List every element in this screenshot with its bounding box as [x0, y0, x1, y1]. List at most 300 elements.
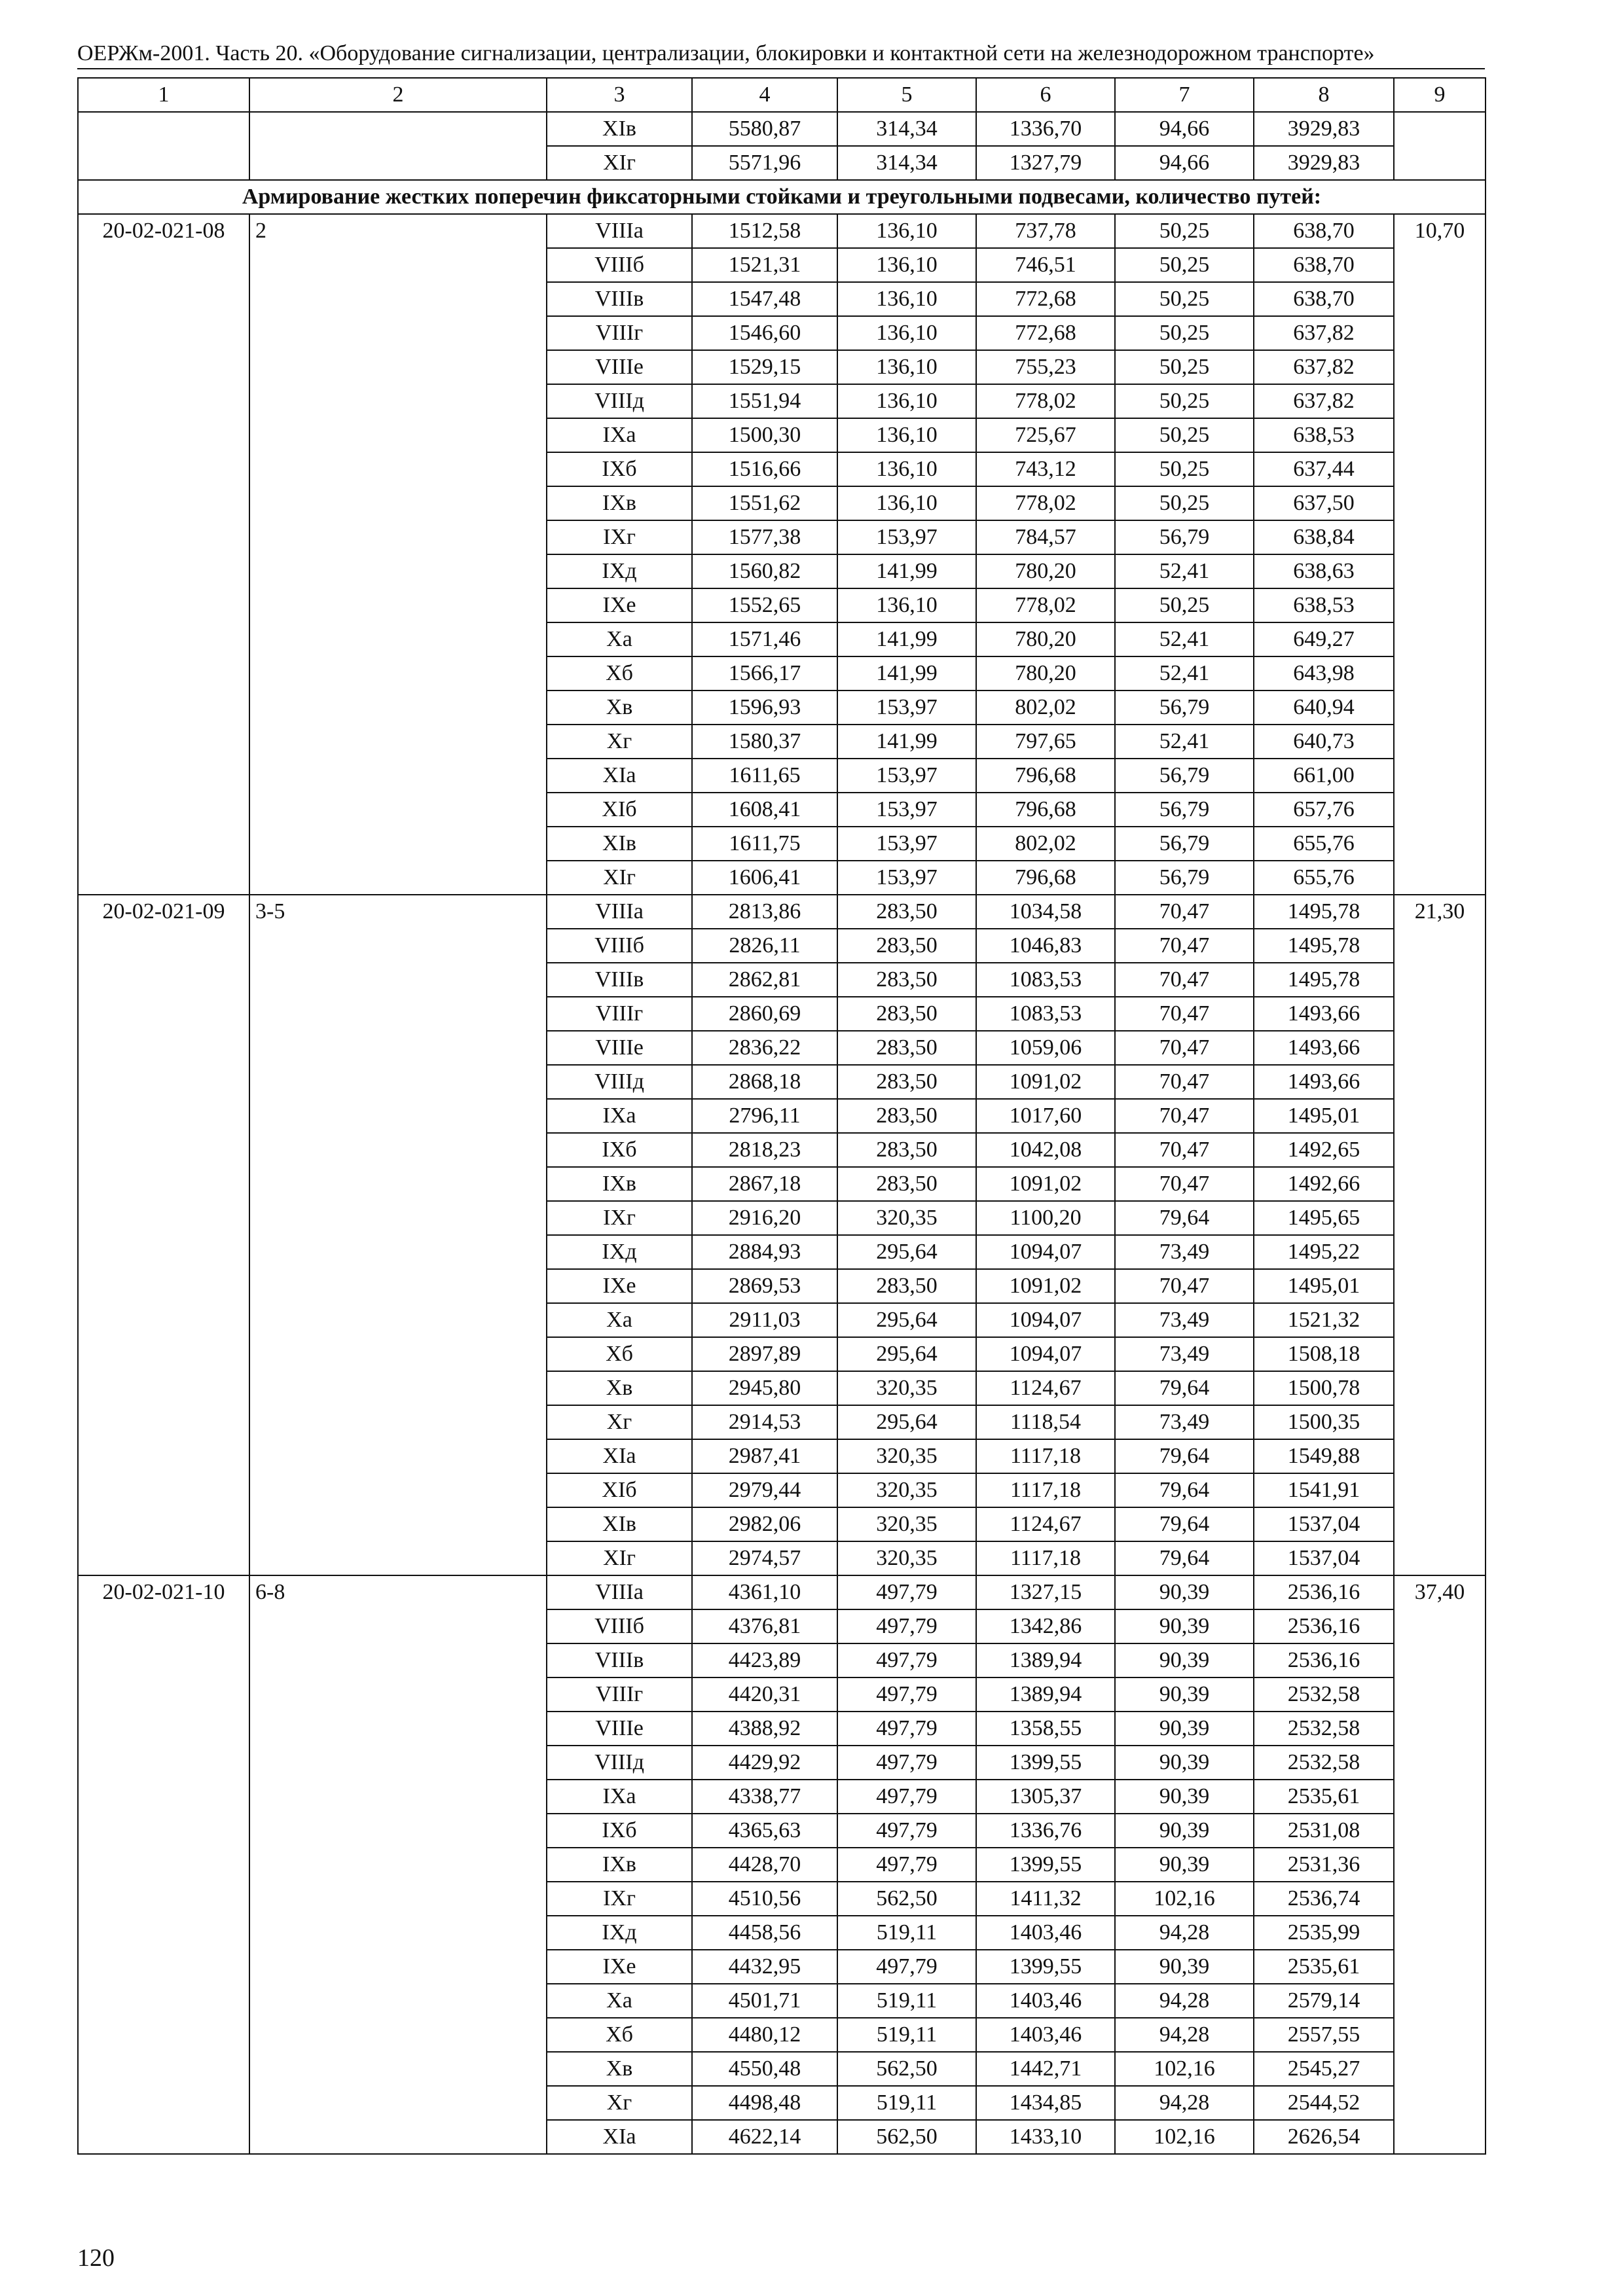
machines-cell: 1411,32 [976, 1882, 1115, 1916]
machinist-wages-cell: 79,64 [1115, 1439, 1254, 1473]
machinist-wages-cell: 90,39 [1115, 1643, 1254, 1677]
materials-cell: 1495,78 [1254, 895, 1394, 929]
materials-cell: 1495,78 [1254, 929, 1394, 963]
variant-cell: VIIIе [547, 350, 692, 384]
variant-cell: IXа [547, 1099, 692, 1133]
machines-cell: 743,12 [976, 452, 1115, 486]
total-cost-cell: 4432,95 [692, 1950, 837, 1984]
machines-cell: 1399,55 [976, 1746, 1115, 1780]
materials-cell: 1537,04 [1254, 1541, 1394, 1575]
machinist-wages-cell: 56,79 [1115, 861, 1254, 895]
machinist-wages-cell: 52,41 [1115, 656, 1254, 691]
machinist-wages-cell: 102,16 [1115, 1882, 1254, 1916]
wages-cell: 141,99 [837, 554, 976, 588]
machines-cell: 778,02 [976, 384, 1115, 418]
total-cost-cell: 1521,31 [692, 248, 837, 282]
rates-table-body [78, 78, 1486, 2154]
machines-cell: 778,02 [976, 588, 1115, 622]
total-cost-cell: 1611,65 [692, 759, 837, 793]
machines-cell: 1083,53 [976, 963, 1115, 997]
variant-cell: VIIIб [547, 929, 692, 963]
machinist-wages-cell: 50,25 [1115, 418, 1254, 452]
wages-cell: 153,97 [837, 861, 976, 895]
materials-cell: 1492,66 [1254, 1167, 1394, 1201]
materials-cell: 2536,16 [1254, 1609, 1394, 1643]
machinist-wages-cell: 52,41 [1115, 554, 1254, 588]
total-cost-cell: 2914,53 [692, 1405, 837, 1439]
materials-cell: 1493,66 [1254, 1031, 1394, 1065]
machines-cell: 780,20 [976, 656, 1115, 691]
total-cost-cell: 4501,71 [692, 1984, 837, 2018]
wages-cell: 519,11 [837, 2018, 976, 2052]
variant-cell: XIг [547, 146, 692, 180]
total-cost-cell: 4388,92 [692, 1712, 837, 1746]
materials-cell: 3929,83 [1254, 146, 1394, 180]
total-cost-cell: 4376,81 [692, 1609, 837, 1643]
wages-cell: 562,50 [837, 2052, 976, 2086]
machinist-wages-cell: 50,25 [1115, 452, 1254, 486]
wages-cell: 141,99 [837, 725, 976, 759]
machines-cell: 796,68 [976, 759, 1115, 793]
machinist-wages-cell: 102,16 [1115, 2120, 1254, 2154]
wages-cell: 497,79 [837, 1677, 976, 1712]
materials-cell: 2531,36 [1254, 1848, 1394, 1882]
column-number-cell: 8 [1254, 78, 1394, 112]
tracks-cell: 2 [249, 214, 547, 895]
wages-cell: 136,10 [837, 384, 976, 418]
machines-cell: 737,78 [976, 214, 1115, 248]
materials-cell: 655,76 [1254, 827, 1394, 861]
materials-cell: 1495,01 [1254, 1099, 1394, 1133]
machines-cell: 1091,02 [976, 1167, 1115, 1201]
machines-cell: 1305,37 [976, 1780, 1115, 1814]
column-number-cell: 7 [1115, 78, 1254, 112]
materials-cell: 638,84 [1254, 520, 1394, 554]
variant-cell: IXд [547, 554, 692, 588]
wages-cell: 497,79 [837, 1575, 976, 1609]
materials-cell: 637,82 [1254, 316, 1394, 350]
machinist-wages-cell: 90,39 [1115, 1746, 1254, 1780]
total-cost-cell: 2869,53 [692, 1269, 837, 1303]
machinist-wages-cell: 50,25 [1115, 316, 1254, 350]
wages-cell: 283,50 [837, 1031, 976, 1065]
total-cost-cell: 1580,37 [692, 725, 837, 759]
machinist-wages-cell: 79,64 [1115, 1507, 1254, 1541]
materials-cell: 1541,91 [1254, 1473, 1394, 1507]
variant-cell: IXе [547, 588, 692, 622]
table-row [78, 895, 1486, 929]
labor-cell: 21,30 [1394, 895, 1486, 1575]
variant-cell: VIIIа [547, 214, 692, 248]
code-cell: 20-02-021-10 [78, 1575, 249, 2154]
materials-cell: 649,27 [1254, 622, 1394, 656]
machines-cell: 1342,86 [976, 1609, 1115, 1643]
machines-cell: 1358,55 [976, 1712, 1115, 1746]
machinist-wages-cell: 50,25 [1115, 248, 1254, 282]
machines-cell: 1399,55 [976, 1848, 1115, 1882]
machines-cell: 1327,15 [976, 1575, 1115, 1609]
wages-cell: 283,50 [837, 895, 976, 929]
materials-cell: 2532,58 [1254, 1677, 1394, 1712]
wages-cell: 320,35 [837, 1201, 976, 1235]
wages-cell: 283,50 [837, 1167, 976, 1201]
wages-cell: 136,10 [837, 588, 976, 622]
variant-cell: IXб [547, 1133, 692, 1167]
wages-cell: 497,79 [837, 1950, 976, 1984]
variant-cell: VIIIд [547, 384, 692, 418]
machinist-wages-cell: 50,25 [1115, 214, 1254, 248]
variant-cell: XIа [547, 2120, 692, 2154]
total-cost-cell: 1606,41 [692, 861, 837, 895]
wages-cell: 497,79 [837, 1848, 976, 1882]
variant-cell: IXа [547, 1780, 692, 1814]
wages-cell: 519,11 [837, 2086, 976, 2120]
machines-cell: 1091,02 [976, 1269, 1115, 1303]
wages-cell: 283,50 [837, 1133, 976, 1167]
wages-cell: 136,10 [837, 452, 976, 486]
total-cost-cell: 4338,77 [692, 1780, 837, 1814]
table-row [78, 112, 1486, 146]
machines-cell: 780,20 [976, 622, 1115, 656]
total-cost-cell: 4550,48 [692, 2052, 837, 2086]
materials-cell: 2536,16 [1254, 1643, 1394, 1677]
total-cost-cell: 1546,60 [692, 316, 837, 350]
section-heading-row [78, 180, 1486, 214]
machinist-wages-cell: 90,39 [1115, 1609, 1254, 1643]
machines-cell: 796,68 [976, 793, 1115, 827]
total-cost-cell: 1547,48 [692, 282, 837, 316]
total-cost-cell: 1560,82 [692, 554, 837, 588]
materials-cell: 2536,16 [1254, 1575, 1394, 1609]
total-cost-cell: 1566,17 [692, 656, 837, 691]
machinist-wages-cell: 94,28 [1115, 1984, 1254, 2018]
machines-cell: 1094,07 [976, 1337, 1115, 1371]
wages-cell: 295,64 [837, 1337, 976, 1371]
total-cost-cell: 5580,87 [692, 112, 837, 146]
variant-cell: Xв [547, 1371, 692, 1405]
materials-cell: 1493,66 [1254, 997, 1394, 1031]
materials-cell: 643,98 [1254, 656, 1394, 691]
materials-cell: 2536,74 [1254, 1882, 1394, 1916]
variant-cell: Xв [547, 691, 692, 725]
total-cost-cell: 2818,23 [692, 1133, 837, 1167]
materials-cell: 657,76 [1254, 793, 1394, 827]
machinist-wages-cell: 70,47 [1115, 963, 1254, 997]
wages-cell: 519,11 [837, 1984, 976, 2018]
wages-cell: 136,10 [837, 418, 976, 452]
machines-cell: 755,23 [976, 350, 1115, 384]
machinist-wages-cell: 50,25 [1115, 282, 1254, 316]
variant-cell: Xг [547, 1405, 692, 1439]
machinist-wages-cell: 94,66 [1115, 112, 1254, 146]
total-cost-cell: 4365,63 [692, 1814, 837, 1848]
machines-cell: 1433,10 [976, 2120, 1115, 2154]
variant-cell: IXе [547, 1950, 692, 1984]
total-cost-cell: 2860,69 [692, 997, 837, 1031]
machines-cell: 1389,94 [976, 1677, 1115, 1712]
wages-cell: 320,35 [837, 1473, 976, 1507]
materials-cell: 2579,14 [1254, 1984, 1394, 2018]
machines-cell: 1034,58 [976, 895, 1115, 929]
variant-cell: VIIIг [547, 997, 692, 1031]
wages-cell: 295,64 [837, 1235, 976, 1269]
variant-cell: XIб [547, 793, 692, 827]
variant-cell: VIIIа [547, 1575, 692, 1609]
wages-cell: 497,79 [837, 1643, 976, 1677]
wages-cell: 283,50 [837, 963, 976, 997]
wages-cell: 283,50 [837, 1065, 976, 1099]
variant-cell: IXб [547, 1814, 692, 1848]
code-cell [78, 112, 249, 180]
materials-cell: 1537,04 [1254, 1507, 1394, 1541]
variant-cell: Xв [547, 2052, 692, 2086]
total-cost-cell: 4622,14 [692, 2120, 837, 2154]
machinist-wages-cell: 90,39 [1115, 1575, 1254, 1609]
variant-cell: VIIIг [547, 1677, 692, 1712]
materials-cell: 661,00 [1254, 759, 1394, 793]
column-number-row [78, 78, 1486, 112]
machinist-wages-cell: 90,39 [1115, 1950, 1254, 1984]
variant-cell: Xа [547, 622, 692, 656]
machinist-wages-cell: 90,39 [1115, 1677, 1254, 1712]
machines-cell: 1403,46 [976, 1916, 1115, 1950]
variant-cell: XIв [547, 112, 692, 146]
machinist-wages-cell: 56,79 [1115, 759, 1254, 793]
variant-cell: VIIIв [547, 963, 692, 997]
total-cost-cell: 2897,89 [692, 1337, 837, 1371]
machinist-wages-cell: 70,47 [1115, 1065, 1254, 1099]
materials-cell: 1500,35 [1254, 1405, 1394, 1439]
wages-cell: 314,34 [837, 112, 976, 146]
materials-cell: 1495,65 [1254, 1201, 1394, 1235]
machinist-wages-cell: 56,79 [1115, 691, 1254, 725]
wages-cell: 295,64 [837, 1405, 976, 1439]
total-cost-cell: 1529,15 [692, 350, 837, 384]
machines-cell: 802,02 [976, 827, 1115, 861]
machinist-wages-cell: 52,41 [1115, 622, 1254, 656]
materials-cell: 1508,18 [1254, 1337, 1394, 1371]
wages-cell: 153,97 [837, 691, 976, 725]
total-cost-cell: 2836,22 [692, 1031, 837, 1065]
total-cost-cell: 2916,20 [692, 1201, 837, 1235]
variant-cell: VIIIе [547, 1031, 692, 1065]
machinist-wages-cell: 73,49 [1115, 1235, 1254, 1269]
total-cost-cell: 1551,62 [692, 486, 837, 520]
machinist-wages-cell: 73,49 [1115, 1303, 1254, 1337]
wages-cell: 153,97 [837, 827, 976, 861]
variant-cell: IXб [547, 452, 692, 486]
machines-cell: 1124,67 [976, 1507, 1115, 1541]
wages-cell: 314,34 [837, 146, 976, 180]
machinist-wages-cell: 79,64 [1115, 1473, 1254, 1507]
wages-cell: 320,35 [837, 1371, 976, 1405]
wages-cell: 519,11 [837, 1916, 976, 1950]
materials-cell: 638,70 [1254, 248, 1394, 282]
total-cost-cell: 1500,30 [692, 418, 837, 452]
machines-cell: 780,20 [976, 554, 1115, 588]
machines-cell: 1327,79 [976, 146, 1115, 180]
machines-cell: 784,57 [976, 520, 1115, 554]
variant-cell: VIIIв [547, 282, 692, 316]
wages-cell: 153,97 [837, 520, 976, 554]
materials-cell: 2531,08 [1254, 1814, 1394, 1848]
wages-cell: 295,64 [837, 1303, 976, 1337]
total-cost-cell: 4480,12 [692, 2018, 837, 2052]
machinist-wages-cell: 79,64 [1115, 1201, 1254, 1235]
materials-cell: 638,70 [1254, 214, 1394, 248]
machines-cell: 1094,07 [976, 1303, 1115, 1337]
machines-cell: 1094,07 [976, 1235, 1115, 1269]
variant-cell: VIIIе [547, 1712, 692, 1746]
total-cost-cell: 1552,65 [692, 588, 837, 622]
wages-cell: 320,35 [837, 1541, 976, 1575]
total-cost-cell: 4458,56 [692, 1916, 837, 1950]
total-cost-cell: 2987,41 [692, 1439, 837, 1473]
variant-cell: Xб [547, 2018, 692, 2052]
machines-cell: 1059,06 [976, 1031, 1115, 1065]
variant-cell: Xб [547, 656, 692, 691]
machinist-wages-cell: 70,47 [1115, 1031, 1254, 1065]
machines-cell: 1124,67 [976, 1371, 1115, 1405]
materials-cell: 2626,54 [1254, 2120, 1394, 2154]
variant-cell: VIIIв [547, 1643, 692, 1677]
machinist-wages-cell: 50,25 [1115, 486, 1254, 520]
machinist-wages-cell: 79,64 [1115, 1371, 1254, 1405]
total-cost-cell: 2979,44 [692, 1473, 837, 1507]
machinist-wages-cell: 94,28 [1115, 1916, 1254, 1950]
materials-cell: 637,82 [1254, 350, 1394, 384]
variant-cell: VIIIд [547, 1065, 692, 1099]
column-number-cell: 3 [547, 78, 692, 112]
variant-cell: IXв [547, 1167, 692, 1201]
machines-cell: 1083,53 [976, 997, 1115, 1031]
variant-cell: XIв [547, 827, 692, 861]
labor-cell: 10,70 [1394, 214, 1486, 895]
machinist-wages-cell: 70,47 [1115, 1133, 1254, 1167]
machines-cell: 1389,94 [976, 1643, 1115, 1677]
total-cost-cell: 4429,92 [692, 1746, 837, 1780]
wages-cell: 136,10 [837, 350, 976, 384]
tracks-cell: 3-5 [249, 895, 547, 1575]
materials-cell: 1493,66 [1254, 1065, 1394, 1099]
variant-cell: VIIIа [547, 895, 692, 929]
wages-cell: 320,35 [837, 1439, 976, 1473]
machinist-wages-cell: 56,79 [1115, 520, 1254, 554]
machinist-wages-cell: 102,16 [1115, 2052, 1254, 2086]
header-rule [77, 68, 1485, 69]
machinist-wages-cell: 79,64 [1115, 1541, 1254, 1575]
wages-cell: 141,99 [837, 656, 976, 691]
machines-cell: 725,67 [976, 418, 1115, 452]
total-cost-cell: 2884,93 [692, 1235, 837, 1269]
total-cost-cell: 1571,46 [692, 622, 837, 656]
total-cost-cell: 1516,66 [692, 452, 837, 486]
materials-cell: 2535,61 [1254, 1950, 1394, 1984]
materials-cell: 655,76 [1254, 861, 1394, 895]
wages-cell: 283,50 [837, 929, 976, 963]
total-cost-cell: 2796,11 [692, 1099, 837, 1133]
total-cost-cell: 1577,38 [692, 520, 837, 554]
machines-cell: 1336,76 [976, 1814, 1115, 1848]
machinist-wages-cell: 70,47 [1115, 1167, 1254, 1201]
machinist-wages-cell: 94,28 [1115, 2018, 1254, 2052]
labor-cell: 37,40 [1394, 1575, 1486, 2154]
total-cost-cell: 4420,31 [692, 1677, 837, 1712]
total-cost-cell: 2862,81 [692, 963, 837, 997]
wages-cell: 136,10 [837, 316, 976, 350]
total-cost-cell: 1551,94 [692, 384, 837, 418]
machines-cell: 1403,46 [976, 2018, 1115, 2052]
materials-cell: 638,53 [1254, 418, 1394, 452]
wages-cell: 136,10 [837, 282, 976, 316]
total-cost-cell: 1596,93 [692, 691, 837, 725]
machines-cell: 772,68 [976, 316, 1115, 350]
machinist-wages-cell: 90,39 [1115, 1780, 1254, 1814]
materials-cell: 1495,01 [1254, 1269, 1394, 1303]
wages-cell: 562,50 [837, 1882, 976, 1916]
machinist-wages-cell: 50,25 [1115, 588, 1254, 622]
machines-cell: 778,02 [976, 486, 1115, 520]
variant-cell: IXв [547, 1848, 692, 1882]
total-cost-cell: 4361,10 [692, 1575, 837, 1609]
variant-cell: VIIIг [547, 316, 692, 350]
materials-cell: 2544,52 [1254, 2086, 1394, 2120]
machinist-wages-cell: 50,25 [1115, 350, 1254, 384]
total-cost-cell: 2868,18 [692, 1065, 837, 1099]
variant-cell: IXе [547, 1269, 692, 1303]
machines-cell: 1434,85 [976, 2086, 1115, 2120]
code-cell: 20-02-021-09 [78, 895, 249, 1575]
machinist-wages-cell: 73,49 [1115, 1405, 1254, 1439]
wages-cell: 153,97 [837, 759, 976, 793]
machinist-wages-cell: 90,39 [1115, 1712, 1254, 1746]
variant-cell: IXг [547, 1882, 692, 1916]
total-cost-cell: 5571,96 [692, 146, 837, 180]
machines-cell: 746,51 [976, 248, 1115, 282]
machinist-wages-cell: 56,79 [1115, 827, 1254, 861]
column-number-cell: 9 [1394, 78, 1486, 112]
machines-cell: 772,68 [976, 282, 1115, 316]
code-cell: 20-02-021-08 [78, 214, 249, 895]
page-number: 120 [77, 2244, 115, 2272]
materials-cell: 637,82 [1254, 384, 1394, 418]
variant-cell: XIг [547, 861, 692, 895]
total-cost-cell: 2813,86 [692, 895, 837, 929]
materials-cell: 2535,99 [1254, 1916, 1394, 1950]
wages-cell: 497,79 [837, 1814, 976, 1848]
variant-cell: IXв [547, 486, 692, 520]
total-cost-cell: 4498,48 [692, 2086, 837, 2120]
total-cost-cell: 2911,03 [692, 1303, 837, 1337]
wages-cell: 497,79 [837, 1780, 976, 1814]
wages-cell: 562,50 [837, 2120, 976, 2154]
machinist-wages-cell: 70,47 [1115, 929, 1254, 963]
total-cost-cell: 2945,80 [692, 1371, 837, 1405]
machines-cell: 1042,08 [976, 1133, 1115, 1167]
machines-cell: 797,65 [976, 725, 1115, 759]
machines-cell: 1017,60 [976, 1099, 1115, 1133]
total-cost-cell: 1512,58 [692, 214, 837, 248]
total-cost-cell: 2867,18 [692, 1167, 837, 1201]
materials-cell: 1492,65 [1254, 1133, 1394, 1167]
machines-cell: 1442,71 [976, 2052, 1115, 2086]
machines-cell: 1046,83 [976, 929, 1115, 963]
total-cost-cell: 4510,56 [692, 1882, 837, 1916]
machinist-wages-cell: 50,25 [1115, 384, 1254, 418]
variant-cell: VIIIб [547, 1609, 692, 1643]
variant-cell: IXа [547, 418, 692, 452]
wages-cell: 153,97 [837, 793, 976, 827]
